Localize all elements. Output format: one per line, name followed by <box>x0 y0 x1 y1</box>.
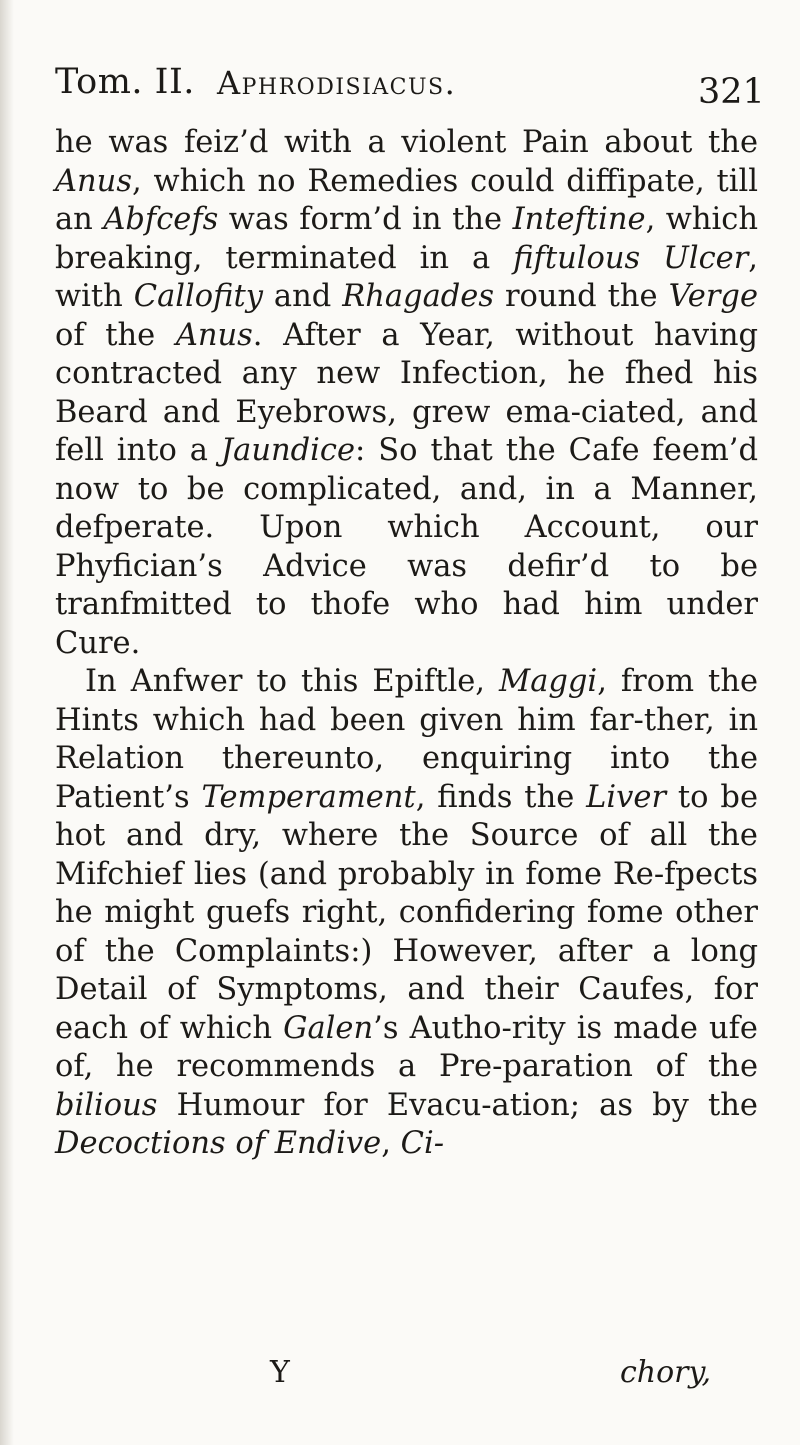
italic-term: bilious <box>55 1087 158 1123</box>
italic-term: Rhagades <box>342 279 494 314</box>
text-run: , <box>381 1126 401 1161</box>
body-text <box>55 124 758 1164</box>
italic-term: Maggi <box>498 664 598 699</box>
italic-term: Galen <box>283 1010 374 1046</box>
italic-term: Verge <box>668 279 758 314</box>
italic-term: Liver <box>586 779 667 815</box>
text-run: : So that the Cafe feem’d now to be complicated, and, in a Manner, defperate. Upon which Account, our Phyfician’s Advice was defir’d to be tranfmitted to thofe who had him under Cure. <box>55 433 759 661</box>
text-run: . After a Year, without having contracted any new Infection, he fhed his Beard and Eyebrows, grew ema-ciated, and fell into a <box>55 317 758 468</box>
text-run: round the <box>493 279 669 314</box>
italic-term: Callofity <box>133 279 263 314</box>
text-run: , finds the <box>415 779 587 815</box>
text-run: and <box>262 279 343 314</box>
italic-term: Jaundice <box>220 433 356 468</box>
italic-term: Inteftine <box>512 202 646 237</box>
page-number: 321 <box>698 72 765 112</box>
text-run: , with <box>55 240 758 314</box>
text-run: of the <box>55 317 176 353</box>
text-run: he was feiz’d with a violent Pain about the <box>55 125 758 160</box>
page-footer <box>55 1355 758 1395</box>
text-run: Humour for Evacu-ation; as by the <box>157 1087 758 1123</box>
italic-term: Temperament <box>201 779 416 815</box>
text-run: , which breaking, terminated in a <box>55 202 759 276</box>
running-title: Aphrodisiacus. <box>217 64 457 102</box>
text-run: ’s Autho-rity is made ufe of, he recommends a Pre-paration of the <box>55 1010 758 1084</box>
paragraph-2 <box>55 663 758 1164</box>
text-run: was form’d in the <box>218 202 513 237</box>
volume-label: Tom. II. <box>55 62 195 102</box>
binding-shadow <box>0 0 14 1445</box>
text-run: , which no Remedies could diffipate, till an <box>55 163 758 237</box>
paragraph-1 <box>55 124 758 663</box>
text-run: , from the Hints which had been given him far-ther, in Relation thereunto, enquiring into the Patient’s <box>55 664 759 815</box>
text-run: In Anfwer to this Epiftle, <box>85 664 499 699</box>
italic-term: Anus <box>175 317 253 353</box>
italic-term: Abfcefs <box>103 202 219 237</box>
signature-mark: Y <box>270 1355 290 1390</box>
italic-term: Anus <box>55 163 132 199</box>
italic-term: Ci- <box>400 1126 445 1161</box>
catchword: chory, <box>620 1355 712 1390</box>
italic-term: fiftulous Ulcer <box>513 240 749 276</box>
text-run: to be hot and dry, where the Source of all the Mifchief lies (and probably in fome Re-fpects he might guefs right, confidering fome other of the Complaints:) However, after a long Detail of Symptoms, and their Caufes, for each of which <box>55 779 758 1046</box>
running-header <box>55 62 765 112</box>
italic-term: Decoctions of Endive <box>55 1126 382 1161</box>
